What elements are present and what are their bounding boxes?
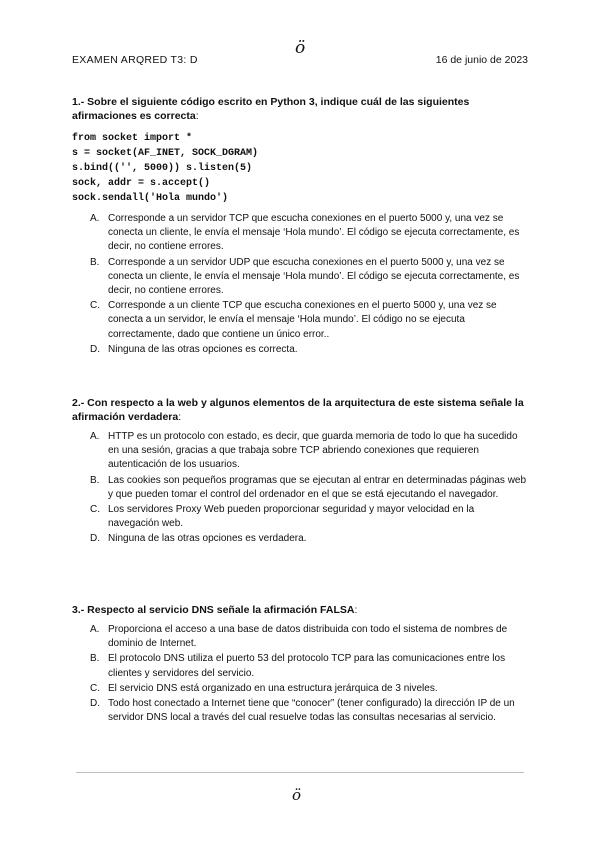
- option-text: Ninguna de las otras opciones es verdadera.: [108, 533, 307, 545]
- option-text: Corresponde a un cliente TCP que escucha conexiones en el puerto 5000 y, una vez se conecta a un servidor, le envía el mensaje ‘Hola mundo’. El código no se ejecuta correctamente, dado que contiene un único error..: [108, 300, 497, 340]
- question-3-title: 3.- Respecto al servicio DNS señale la afirmación FALSA:: [72, 604, 358, 616]
- code-line: sock.sendall('Hola mundo'): [72, 193, 229, 204]
- question-2-title-text: 2.- Con respecto a la web y algunos elementos de la arquitectura de este sistema señale la afirmación verdadera: [72, 397, 524, 423]
- option-letter: A.: [90, 213, 100, 224]
- option-letter: A.: [90, 624, 100, 635]
- option-text: Las cookies son pequeños programas que se ejecutan al entrar en determinadas páginas web y que pueden tomar el control del ordenador en el que se está ejecutando el navegador.: [108, 474, 527, 500]
- option-letter: A.: [90, 431, 100, 442]
- option-text: Corresponde a un servidor UDP que escucha conexiones en el puerto 5000 y, una vez se conecta un cliente, le envía el mensaje ‘Hola mundo’. El código se ejecuta correctamente, es decir, no contiene errores.: [108, 256, 520, 297]
- option-letter: C.: [90, 504, 100, 516]
- footer-divider: [76, 772, 524, 773]
- option-letter: B.: [90, 474, 100, 486]
- option-b[interactable]: [72, 652, 528, 680]
- option-letter: D.: [90, 698, 100, 710]
- question-3: [72, 603, 528, 726]
- option-text: El protocolo DNS utiliza el puerto 53 del protocolo TCP para las comunicaciones entre los clientes y servidores del servicio.: [108, 653, 506, 679]
- question-3-title-text: 3.- Respecto al servicio DNS señale la afirmación FALSA: [72, 604, 355, 616]
- option-d[interactable]: [72, 697, 528, 725]
- footer-logo-mark: ö: [292, 786, 302, 804]
- question-1-title: 1.- Sobre el siguiente código escrito en Python 3, indique cuál de las siguientes afirmaciones es correcta:: [72, 96, 470, 122]
- option-a[interactable]: [72, 430, 528, 473]
- question-1-options: [72, 212, 528, 357]
- option-text: Todo host conectado a Internet tiene que “conocer” (tener configurado) la dirección IP de un servidor DNS local a través del cual resuelve todas las consultas necesarias al servicio.: [108, 698, 515, 724]
- question-1-title-text: 1.- Sobre el siguiente código escrito en Python 3, indique cuál de las siguientes afirmaciones es correcta: [72, 96, 470, 122]
- option-text: HTTP es un protocolo con estado, es decir, que guarda memoria de todo lo que ha sucedido en una sesión, gracias a que trabaja sobre TCP abriendo conexiones que requieren autenticación de los usuarios.: [108, 431, 518, 471]
- option-text: Proporciona el acceso a una base de datos distribuida con todo el sistema de nombres de dominio de Internet.: [108, 624, 508, 650]
- option-letter: D.: [90, 533, 100, 545]
- option-letter: B.: [90, 653, 100, 665]
- code-block: [72, 131, 528, 206]
- header-logo-mark: ö: [295, 38, 306, 58]
- option-text: Corresponde a un servidor TCP que escucha conexiones en el puerto 5000 y, una vez se conecta un cliente, le envía el mensaje ‘Hola mundo’. El código se ejecuta correctamente, es decir, no contiene errores.: [108, 213, 520, 253]
- option-text: Los servidores Proxy Web pueden proporcionar seguridad y mayor velocidad en la navegación web.: [108, 504, 475, 530]
- option-b[interactable]: [72, 256, 528, 299]
- option-letter: C.: [90, 300, 100, 312]
- option-d[interactable]: [72, 343, 528, 357]
- option-c[interactable]: [72, 503, 528, 531]
- question-3-options: [72, 623, 528, 725]
- exam-header-title: EXAMEN ARQRED T3: D: [72, 54, 198, 66]
- option-letter: B.: [90, 256, 100, 268]
- code-line: sock, addr = s.accept(): [72, 178, 211, 189]
- code-line: s = socket(AF_INET, SOCK_DGRAM): [72, 148, 259, 159]
- question-2-title: 2.- Con respecto a la web y algunos elementos de la arquitectura de este sistema señale la afirmación verdadera:: [72, 397, 524, 423]
- option-c[interactable]: [72, 682, 528, 696]
- option-c[interactable]: [72, 299, 528, 342]
- code-line: s.bind(('', 5000)) s.listen(5): [72, 163, 253, 174]
- option-a[interactable]: [72, 212, 528, 255]
- option-b[interactable]: [72, 474, 528, 502]
- option-text: El servicio DNS está organizado en una estructura jerárquica de 3 niveles.: [108, 682, 438, 694]
- exam-header-date: 16 de junio de 2023: [435, 54, 528, 66]
- option-text: Ninguna de las otras opciones es correcta.: [108, 343, 298, 355]
- option-letter: D.: [90, 343, 100, 355]
- question-2: [72, 396, 528, 548]
- option-letter: C.: [90, 682, 100, 694]
- code-line: from socket import *: [72, 133, 193, 144]
- option-a[interactable]: [72, 623, 528, 651]
- question-2-options: [72, 430, 528, 547]
- question-1: [72, 95, 528, 358]
- option-d[interactable]: [72, 532, 528, 546]
